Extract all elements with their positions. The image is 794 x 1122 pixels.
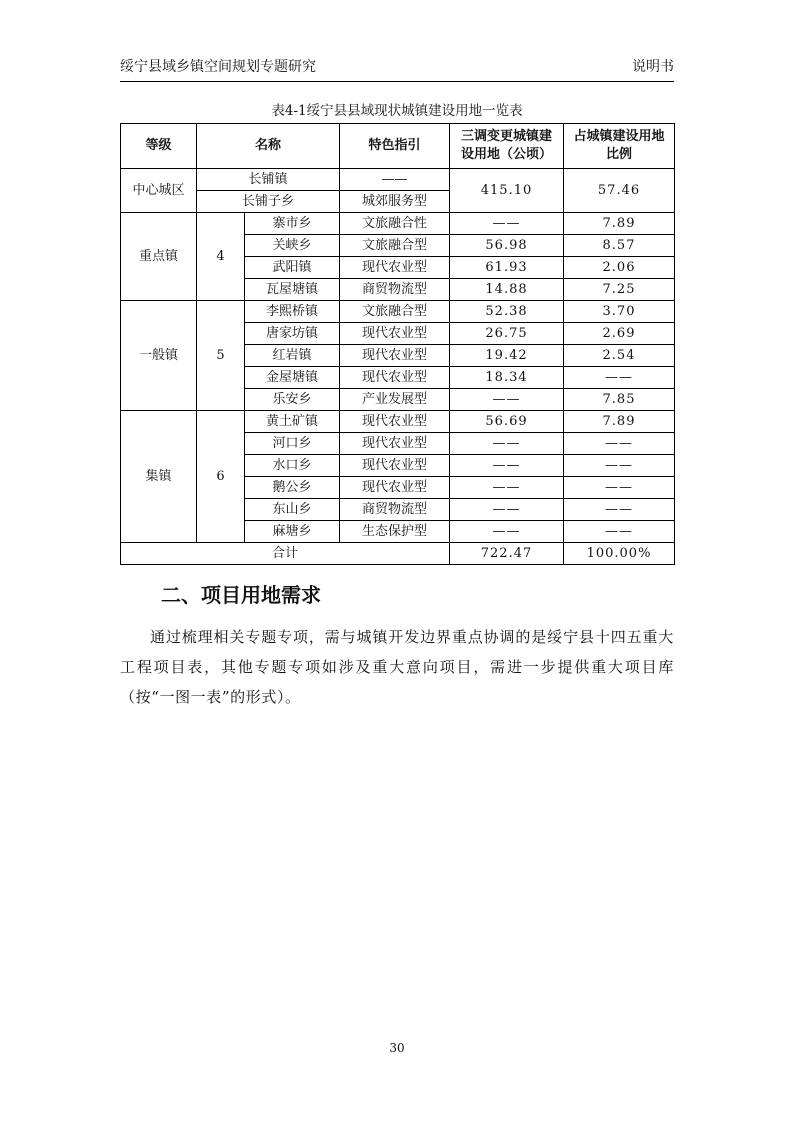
area-cell: 52.38 <box>450 301 564 323</box>
total-label: 合计 <box>121 543 450 565</box>
table-row <box>121 301 675 323</box>
land-use-table <box>120 123 675 565</box>
page-number: 30 <box>389 1041 405 1055</box>
feature-cell: 生态保护型 <box>340 521 450 543</box>
area-cell: 56.69 <box>450 411 564 433</box>
feature-cell: 现代农业型 <box>340 345 450 367</box>
ratio-cell: 2.69 <box>564 323 675 345</box>
feature-cell: 现代农业型 <box>340 455 450 477</box>
header-area-line1: 三调变更城镇建 <box>461 129 553 144</box>
area-cell: —— <box>450 389 564 411</box>
ratio-cell: 7.89 <box>564 411 675 433</box>
header-feature: 特色指引 <box>340 124 450 169</box>
feature-cell: 现代农业型 <box>340 477 450 499</box>
header-area <box>450 124 564 169</box>
area-cell: 14.88 <box>450 279 564 301</box>
name-cell: 水口乡 <box>245 455 340 477</box>
header-name: 名称 <box>197 124 340 169</box>
header-ratio-line2: 比例 <box>606 147 633 162</box>
area-cell: —— <box>450 213 564 235</box>
count-cell: 6 <box>197 411 245 543</box>
name-cell: 寨市乡 <box>245 213 340 235</box>
ratio-cell: —— <box>564 477 675 499</box>
table-row <box>121 169 675 191</box>
area-cell: —— <box>450 455 564 477</box>
feature-cell: 现代农业型 <box>340 257 450 279</box>
area-cell: —— <box>450 477 564 499</box>
area-cell: —— <box>450 433 564 455</box>
ratio-cell: 3.70 <box>564 301 675 323</box>
ratio-cell: 7.89 <box>564 213 675 235</box>
name-cell: 黄土矿镇 <box>245 411 340 433</box>
name-cell: 东山乡 <box>245 499 340 521</box>
feature-cell: 商贸物流型 <box>340 499 450 521</box>
feature-cell: 文旅融合性 <box>340 213 450 235</box>
feature-cell: 文旅融合型 <box>340 235 450 257</box>
level-cell: 集镇 <box>121 411 197 543</box>
table-caption: 表4-1绥宁县县域现状城镇建设用地一览表 <box>271 103 523 119</box>
table-header-row <box>121 124 675 169</box>
header-ratio-line1: 占城镇建设用地 <box>573 129 665 144</box>
ratio-cell: —— <box>564 433 675 455</box>
body-paragraph: 通过梳理相关专题专项，需与城镇开发边界重点协调的是绥宁县十四五重大工程项目表，其他专题专项如涉及重大意向项目，需进一步提供重大项目库（按“一图一表”的形式）。 <box>120 628 674 706</box>
header-title: 绥宁县域乡镇空间规划专题研究 <box>120 59 316 75</box>
feature-cell: 现代农业型 <box>340 433 450 455</box>
area-cell: 61.93 <box>450 257 564 279</box>
name-cell: 乐安乡 <box>245 389 340 411</box>
name-cell: 河口乡 <box>245 433 340 455</box>
feature-cell: 现代农业型 <box>340 411 450 433</box>
name-cell: 唐家坊镇 <box>245 323 340 345</box>
header-divider <box>120 81 674 82</box>
area-cell: 26.75 <box>450 323 564 345</box>
ratio-cell: —— <box>564 455 675 477</box>
ratio-cell: 57.46 <box>564 169 675 213</box>
name-cell: 瓦屋塘镇 <box>245 279 340 301</box>
feature-cell: 现代农业型 <box>340 367 450 389</box>
area-cell: —— <box>450 499 564 521</box>
header-area-line2: 设用地（公顷） <box>461 147 553 162</box>
feature-cell: 文旅融合型 <box>340 301 450 323</box>
ratio-cell: 2.06 <box>564 257 675 279</box>
name-cell: 鹅公乡 <box>245 477 340 499</box>
total-ratio: 100.00% <box>564 543 675 565</box>
section-heading: 二、项目用地需求 <box>161 583 321 607</box>
area-cell: 18.34 <box>450 367 564 389</box>
feature-cell: 城郊服务型 <box>340 191 450 213</box>
header-doc-type: 说明书 <box>632 59 674 75</box>
name-cell: 长铺镇 <box>197 169 340 191</box>
total-area: 722.47 <box>450 543 564 565</box>
ratio-cell: —— <box>564 521 675 543</box>
table-row <box>121 411 675 433</box>
ratio-cell: —— <box>564 367 675 389</box>
ratio-cell: 8.57 <box>564 235 675 257</box>
name-cell: 麻塘乡 <box>245 521 340 543</box>
ratio-cell: —— <box>564 499 675 521</box>
level-cell: 重点镇 <box>121 213 197 301</box>
total-row <box>121 543 675 565</box>
count-cell: 4 <box>197 213 245 301</box>
name-cell: 关峡乡 <box>245 235 340 257</box>
feature-cell: 产业发展型 <box>340 389 450 411</box>
header-level: 等级 <box>121 124 197 169</box>
feature-cell: —— <box>340 169 450 191</box>
feature-cell: 商贸物流型 <box>340 279 450 301</box>
level-cell: 一般镇 <box>121 301 197 411</box>
ratio-cell: 7.25 <box>564 279 675 301</box>
area-cell: 56.98 <box>450 235 564 257</box>
count-cell: 5 <box>197 301 245 411</box>
ratio-cell: 7.85 <box>564 389 675 411</box>
name-cell: 红岩镇 <box>245 345 340 367</box>
area-cell: 19.42 <box>450 345 564 367</box>
name-cell: 李熙桥镇 <box>245 301 340 323</box>
area-cell: —— <box>450 521 564 543</box>
level-cell: 中心城区 <box>121 169 197 213</box>
name-cell: 武阳镇 <box>245 257 340 279</box>
name-cell: 长铺子乡 <box>197 191 340 213</box>
feature-cell: 现代农业型 <box>340 323 450 345</box>
table-row <box>121 213 675 235</box>
ratio-cell: 2.54 <box>564 345 675 367</box>
area-cell: 415.10 <box>450 169 564 213</box>
name-cell: 金屋塘镇 <box>245 367 340 389</box>
header-ratio <box>564 124 675 169</box>
